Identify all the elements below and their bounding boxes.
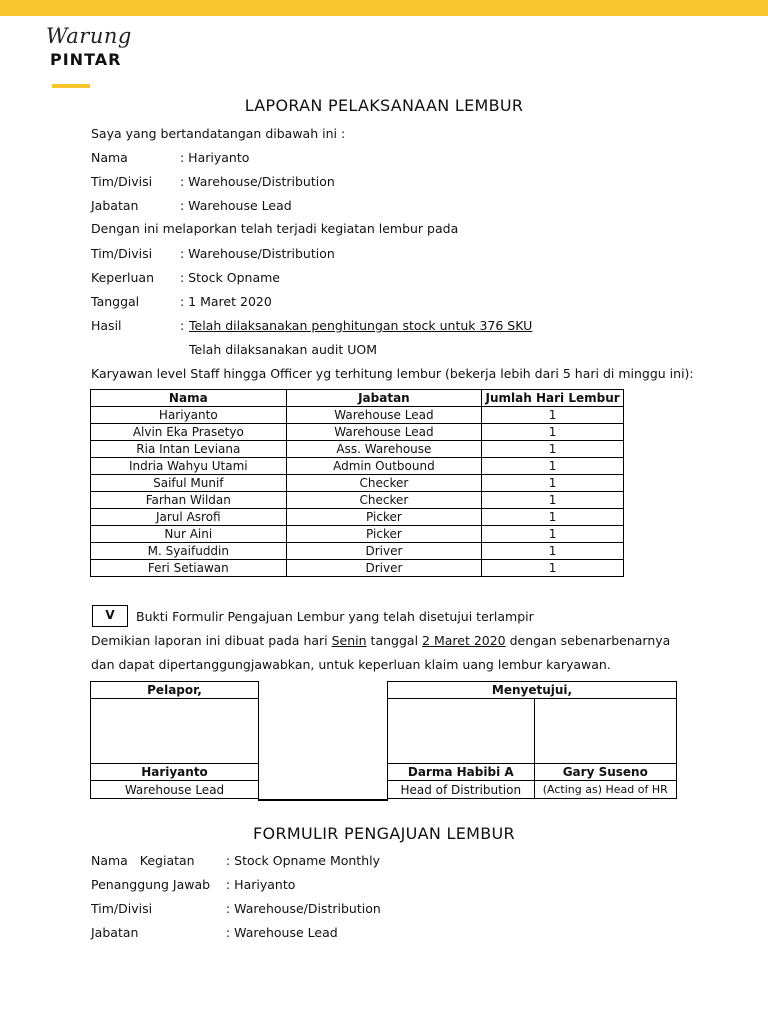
- cell-jabatan: Driver: [286, 543, 482, 560]
- closing-line-1: [91, 633, 670, 648]
- closing-1-c: dengan sebenarbenarnya: [505, 633, 671, 648]
- form-value-penanggung: : Hariyanto: [226, 877, 296, 892]
- reporter-signature-box: [90, 681, 259, 799]
- logo-underline: [52, 84, 90, 88]
- cell-nama: Saiful Munif: [91, 475, 287, 492]
- cell-nama: Jarul Asrofi: [91, 509, 287, 526]
- approver-header: Menyetujui,: [388, 682, 677, 699]
- cell-jabatan: Warehouse Lead: [286, 424, 482, 441]
- cell-nama: Alvin Eka Prasetyo: [91, 424, 287, 441]
- field-value-keperluan: : Stock Opname: [180, 270, 280, 285]
- cell-jabatan: Ass. Warehouse: [286, 441, 482, 458]
- table-row: [91, 458, 624, 475]
- cell-jumlah: 1: [482, 407, 624, 424]
- cell-nama: Ria Intan Leviana: [91, 441, 287, 458]
- cell-nama: M. Syaifuddin: [91, 543, 287, 560]
- top-accent-bar: [0, 0, 768, 16]
- field-label-hasil: Hasil: [91, 318, 122, 333]
- field-label-nama: Nama: [91, 150, 128, 165]
- field-value-nama: : Hariyanto: [180, 150, 250, 165]
- cell-jabatan: Warehouse Lead: [286, 407, 482, 424]
- cell-jumlah: 1: [482, 526, 624, 543]
- table-row: [91, 492, 624, 509]
- cell-jumlah: 1: [482, 475, 624, 492]
- employees-intro: Karyawan level Staff hingga Officer yg terhitung lembur (bekerja lebih dari 5 hari di minggu ini):: [91, 366, 694, 381]
- field-value-divisi: : Warehouse/Distribution: [180, 174, 335, 189]
- approver-position-2: (Acting as) Head of HR: [534, 781, 676, 799]
- column-header-nama: Nama: [91, 390, 287, 407]
- table-row: [91, 543, 624, 560]
- attachment-text: Bukti Formulir Pengajuan Lembur yang telah disetujui terlampir: [136, 609, 534, 624]
- field-label-divisi-2: Tim/Divisi: [91, 246, 153, 261]
- cell-jabatan: Admin Outbound: [286, 458, 482, 475]
- approver-name-1: Darma Habibi A: [388, 764, 535, 781]
- field-label-divisi: Tim/Divisi: [91, 174, 153, 189]
- field-value-jabatan: : Warehouse Lead: [180, 198, 292, 213]
- hasil-line-2: Telah dilaksanakan audit UOM: [189, 342, 377, 357]
- table-row: [91, 475, 624, 492]
- hasil-line-1: Telah dilaksanakan penghitungan stock untuk 376 SKU: [189, 318, 533, 333]
- form-value-jabatan: : Warehouse Lead: [226, 925, 338, 940]
- hasil-colon: :: [180, 318, 185, 333]
- column-header-jabatan: Jabatan: [286, 390, 482, 407]
- cell-jabatan: Checker: [286, 492, 482, 509]
- logo-wordmark: PINTAR: [50, 50, 122, 69]
- closing-1-a: Demikian laporan ini dibuat pada hari: [91, 633, 332, 648]
- field-label-tanggal: Tanggal: [91, 294, 140, 309]
- form-label-penanggung: Penanggung Jawab: [91, 877, 211, 892]
- statement-text: Dengan ini melaporkan telah terjadi kegiatan lembur pada: [91, 221, 459, 236]
- reporter-position: Warehouse Lead: [91, 781, 259, 799]
- cell-jabatan: Picker: [286, 526, 482, 543]
- reporter-name: Hariyanto: [91, 764, 259, 781]
- table-row: [91, 441, 624, 458]
- form-label-jabatan: Jabatan: [91, 925, 139, 940]
- attachment-checkbox: V: [92, 605, 128, 627]
- cell-jabatan: Checker: [286, 475, 482, 492]
- table-row: [91, 526, 624, 543]
- cell-jabatan: Driver: [286, 560, 482, 577]
- reporter-header: Pelapor,: [91, 682, 259, 699]
- approver-signature-area-1: [388, 699, 535, 764]
- field-value-tanggal: : 1 Maret 2020: [180, 294, 272, 309]
- cell-jumlah: 1: [482, 560, 624, 577]
- form-label-kegiatan: Nama Kegiatan: [91, 853, 195, 868]
- approver-name-2: Gary Suseno: [534, 764, 676, 781]
- cell-nama: Hariyanto: [91, 407, 287, 424]
- cell-jumlah: 1: [482, 543, 624, 560]
- table-header-row: [91, 390, 624, 407]
- column-header-jumlah: Jumlah Hari Lembur: [482, 390, 624, 407]
- form-title: FORMULIR PENGAJUAN LEMBUR: [253, 824, 515, 843]
- form-label-divisi: Tim/Divisi: [91, 901, 153, 916]
- cell-jumlah: 1: [482, 509, 624, 526]
- table-row: [91, 560, 624, 577]
- intro-text: Saya yang bertandatangan dibawah ini :: [91, 126, 346, 141]
- approver-signature-box: [387, 681, 677, 799]
- reporter-signature-area: [91, 699, 259, 764]
- approver-position-1: Head of Distribution: [388, 781, 535, 799]
- cell-jumlah: 1: [482, 424, 624, 441]
- cell-jumlah: 1: [482, 492, 624, 509]
- closing-day: Senin: [331, 633, 367, 648]
- table-row: [91, 509, 624, 526]
- field-label-jabatan: Jabatan: [91, 198, 139, 213]
- form-value-divisi: : Warehouse/Distribution: [226, 901, 381, 916]
- logo-script-text: Warung: [46, 24, 132, 48]
- form-value-kegiatan: : Stock Opname Monthly: [226, 853, 380, 868]
- table-row: [91, 424, 624, 441]
- cell-jabatan: Picker: [286, 509, 482, 526]
- cell-nama: Farhan Wildan: [91, 492, 287, 509]
- approver-signature-area-2: [534, 699, 676, 764]
- report-title: LAPORAN PELAKSANAAN LEMBUR: [244, 96, 524, 115]
- closing-line-2: dan dapat dipertanggungjawabkan, untuk keperluan klaim uang lembur karyawan.: [91, 657, 611, 672]
- field-value-divisi-2: : Warehouse/Distribution: [180, 246, 335, 261]
- overtime-employee-table: [90, 389, 624, 577]
- cell-jumlah: 1: [482, 441, 624, 458]
- table-row: [91, 407, 624, 424]
- cell-nama: Feri Setiawan: [91, 560, 287, 577]
- cell-nama: Nur Aini: [91, 526, 287, 543]
- cell-nama: Indria Wahyu Utami: [91, 458, 287, 475]
- signature-divider-line: [258, 799, 388, 801]
- closing-1-b: tanggal: [366, 633, 423, 648]
- closing-date: 2 Maret 2020: [422, 633, 506, 648]
- field-label-keperluan: Keperluan: [91, 270, 155, 285]
- warung-pintar-logo: [38, 24, 148, 74]
- cell-jumlah: 1: [482, 458, 624, 475]
